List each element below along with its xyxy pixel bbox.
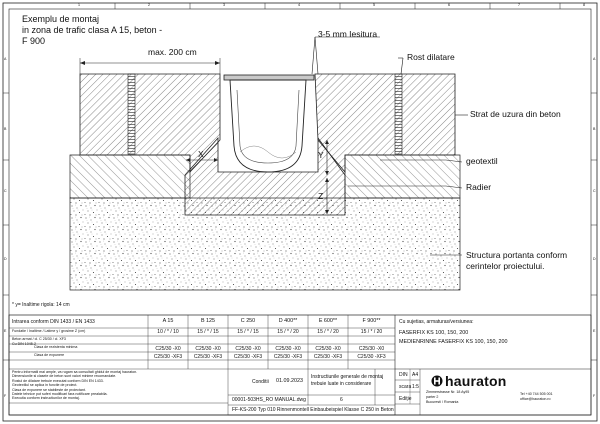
- class-b125: B 125: [200, 318, 216, 324]
- brand-wordmark: hauraton: [445, 373, 507, 389]
- expansion-joint-label: Rost dilatare: [407, 52, 455, 62]
- class-d400: D 400**: [278, 318, 298, 324]
- grid-top-label: 3: [223, 3, 225, 7]
- grid-top-marks: [115, 3, 560, 9]
- product-line-2: MEDIENRINNE FASERFIX KS 100, 150, 200: [399, 339, 508, 345]
- table-cell: C25/30 -XF3: [313, 354, 343, 360]
- grid-top-label: 5: [373, 3, 375, 7]
- note-line: Clasa de expunere se stabileste de proiectant.: [12, 387, 86, 392]
- drainage-channel: [224, 75, 314, 172]
- scale-label: scara: [399, 384, 412, 390]
- leader-gap-down: [312, 37, 315, 74]
- table-cell: 15 / * / 15: [197, 329, 219, 335]
- grid-side-label: E: [4, 329, 7, 333]
- address-line-1: Zimmerstrasse Nr. 18 Ay95: [426, 390, 470, 394]
- table-cell: C25/30 -XF3: [357, 354, 386, 360]
- table-cell: 15 / * / 20: [317, 329, 339, 335]
- din-label: DIN: [399, 372, 408, 378]
- class-f900: F 900**: [362, 318, 381, 324]
- address-line-2: parter 2: [426, 395, 439, 399]
- table-cell: C25/30 -XF3: [193, 354, 223, 360]
- contact-line-1: Tel +40 744 505 001: [520, 392, 553, 396]
- table-cell: C25/30 -XF3: [153, 354, 183, 360]
- gap-label: 3-5 mm Iesitura: [318, 29, 378, 39]
- table-cell: 15 / * / 15: [237, 329, 259, 335]
- instructions-line-2: trebuie luate in considerare: [311, 381, 372, 387]
- wear-layer-label: Strat de uzura din beton: [470, 109, 561, 119]
- support-label-line-2: cerintelor proiectului.: [466, 261, 545, 271]
- class-c250: C 250: [240, 318, 256, 324]
- row-label-exposure: Clasa de expunere: [34, 353, 65, 357]
- grid-side-label: B: [593, 127, 596, 131]
- grid-side-label: F: [4, 394, 7, 398]
- expansion-joint-right: [395, 74, 402, 154]
- condition-label: Conditii: [252, 379, 269, 385]
- grid-side-label: A: [593, 57, 596, 61]
- grid-side-label: C: [4, 189, 7, 193]
- instructions-line-1: Instructiunile generale de montaj: [311, 374, 384, 380]
- table-cell: C25/30 -X0: [315, 346, 341, 352]
- table-header-label: Intrarea conform DIN 1433 / EN 1433: [12, 319, 95, 325]
- drawing-date: 01.09.2023: [276, 378, 303, 384]
- note-line: Rostul de dilatare trebuie executat conform DIN EN 1433.: [12, 378, 104, 383]
- product-label: Cu sujetias, armaturas/versiunea:: [399, 319, 474, 325]
- dimension-max-width: [80, 58, 220, 74]
- grid-side-label: C: [593, 189, 596, 193]
- table-cell: C25/30 -X0: [155, 346, 181, 352]
- grid-top-label: 8: [583, 3, 585, 7]
- channel-label: Radier: [466, 182, 492, 192]
- note-line: Dimensiunile si clasele de beton sunt valori minime recomandate.: [12, 374, 117, 379]
- grid-top-label: 7: [518, 3, 520, 7]
- geotextile-label: geotextil: [466, 156, 498, 166]
- product-line-1: FASERFIX KS 100, 150, 200: [399, 330, 469, 336]
- leader-gap-down-2: [315, 37, 318, 74]
- grid-side-label: F: [593, 394, 596, 398]
- expansion-joint-left: [128, 74, 135, 154]
- base-slab-right: [345, 155, 460, 198]
- grid-side-label: D: [4, 257, 7, 261]
- grid-side-label: D: [593, 257, 596, 261]
- channel-profile: [230, 80, 306, 172]
- contact-line-2: office@hauraton.ro: [520, 397, 551, 401]
- scale-value: 1:5: [412, 384, 419, 390]
- address-line-3: Bucuresti / Romania: [426, 400, 459, 404]
- document-id: 00001-503HS_RO MANUAL.dwg: [232, 397, 306, 403]
- grid-top-label: 1: [78, 3, 80, 7]
- table-cell: C25/30 -X0: [195, 346, 221, 352]
- title-line-1: Exemplu de montaj: [22, 14, 100, 24]
- note-line: Geotextilul se aplica in functie de proiect.: [12, 383, 78, 388]
- dimension-x-label: X: [198, 149, 204, 159]
- drawing-number: FF-KS-200 Typ 010 Rinnenmontell Einbaubeispiel Klasse C 250 in Beton: [232, 407, 394, 413]
- row-label-strength: Clasa de rezistenta minima: [34, 345, 78, 349]
- title-line-3: F 900: [22, 36, 46, 46]
- class-e600: E 600**: [318, 318, 338, 324]
- table-cell: 15 / * / 20: [277, 329, 299, 335]
- side-group-label: Cu DIN 1045-2: [12, 342, 36, 346]
- grid-side-label: A: [4, 57, 7, 61]
- base-slab-left: [70, 155, 190, 198]
- dimension-y-label: Y: [318, 150, 324, 160]
- note-line: Executia conform instructiunilor de montaj.: [12, 396, 80, 401]
- dimension-z-label: Z: [318, 191, 324, 201]
- table-cell: C25/30 -X0: [358, 346, 385, 352]
- channel-grating: [224, 75, 314, 80]
- grid-side-label: E: [593, 329, 596, 333]
- note-line: Datele tehnice pot suferi modificari fara notificare prealabila.: [12, 392, 108, 396]
- table-cell: C25/30 -X0: [235, 346, 261, 352]
- table-cell: C25/30 -XF3: [233, 354, 263, 360]
- note-line: Pentru informatii mai ample, va rugam sa consultati ghidul de montaj hauraton.: [12, 370, 138, 374]
- support-label-line-1: Structura portanta conform: [466, 250, 568, 260]
- format-label: A4: [412, 372, 419, 378]
- hauraton-logo-icon: [432, 376, 443, 387]
- title-line-2: in zona de trafic clasa A 15, beton -: [22, 25, 163, 35]
- row-label-reinforced: Beton armat / cl. C 25/30 / cl. XF3: [12, 337, 66, 341]
- grid-top-label: 6: [448, 3, 450, 7]
- sheet-label: Ediție: [399, 396, 412, 402]
- grid-top-label: 2: [148, 3, 150, 7]
- footnote: * y= Inaltime rigola: 14 cm: [12, 302, 70, 308]
- table-cell: C25/30 -XF3: [273, 354, 303, 360]
- grid-side-label: B: [4, 127, 7, 131]
- page-number: 6: [340, 397, 343, 403]
- table-cell: 15 / * / 20: [360, 329, 383, 335]
- grid-top-label: 4: [298, 3, 300, 7]
- table-cell: C25/30 -X0: [275, 346, 301, 352]
- leader-joint-down: [401, 58, 403, 74]
- class-a15: A 15: [162, 318, 174, 324]
- max-width-label: max. 200 cm: [148, 47, 197, 57]
- table-cell: 10 / * / 10: [157, 329, 179, 335]
- row-label-foundation: Fundatie / Inaltime / Latime y / grosime Z (cm): [12, 329, 86, 333]
